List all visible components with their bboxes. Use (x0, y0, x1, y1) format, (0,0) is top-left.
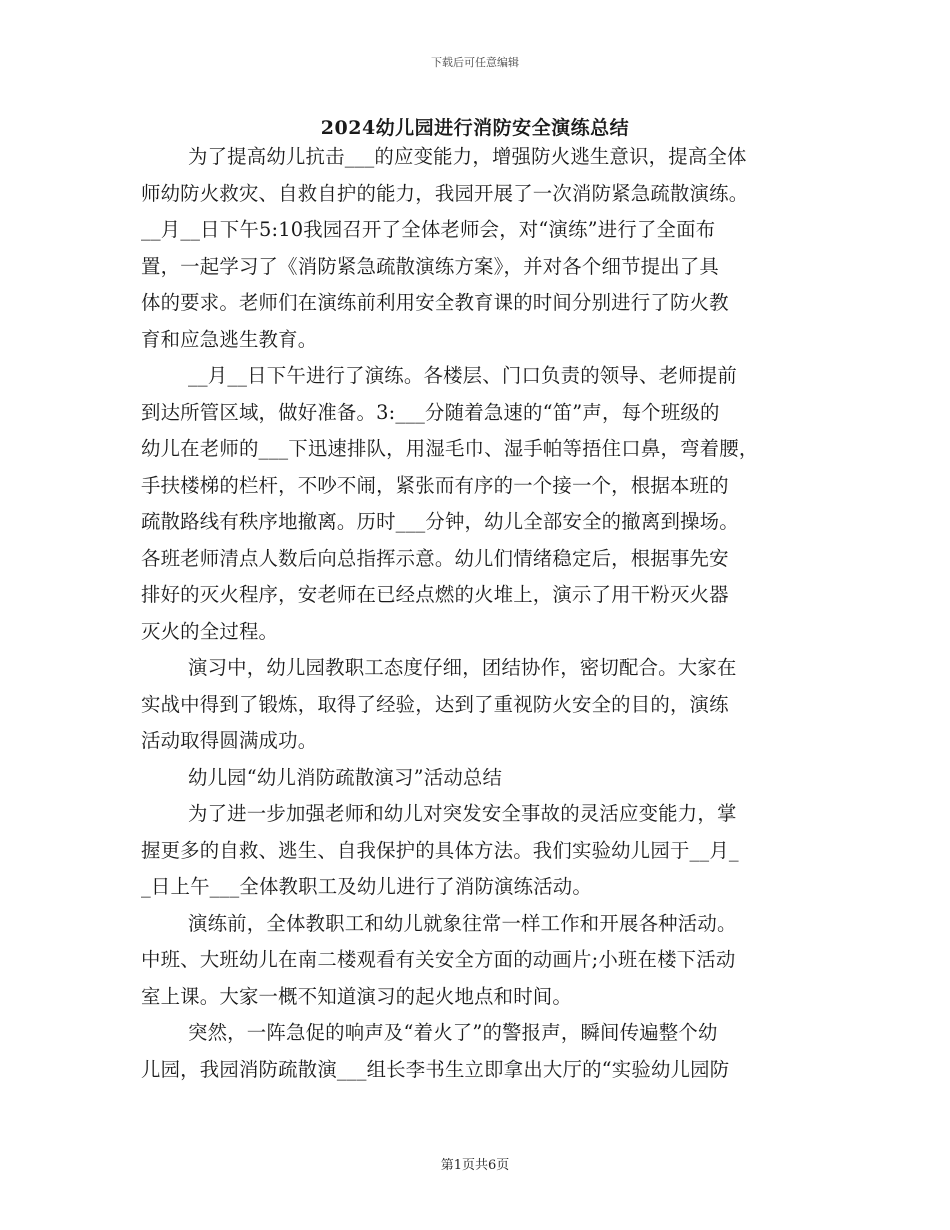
body-line: 演练前，全体教职工和幼儿就象往常一样工作和开展各种活动。 (188, 911, 737, 935)
body-line: 为了提高幼儿抗击___的应变能力，增强防火逃生意识，提高全体 (188, 145, 747, 168)
document-title: 2024幼儿园进行消防安全演练总结 (320, 117, 630, 139)
body-line: 室上课。大家一概不知道演习的起火地点和时间。 (141, 984, 572, 1008)
body-line: 育和应急逃生教育。 (141, 327, 318, 351)
body-line: __月__日下午5:10我园召开了全体老师会，对“演练”进行了全面布 (141, 218, 716, 241)
body-line: 演习中，幼儿园教职工态度仔细，团结协作，密切配合。大家在 (188, 656, 737, 679)
body-line: 中班、大班幼儿在南二楼观看有关安全方面的动画片;小班在楼下活动 (141, 948, 736, 971)
body-line: 活动取得圆满成功。 (141, 729, 318, 752)
body-line: 到达所管区域，做好准备。3:___分随着急速的“笛”声，每个班级的 (141, 400, 720, 424)
body-line: _日上午___全体教职工及幼儿进行了消防演练活动。 (141, 875, 592, 898)
body-line: 儿园，我园消防疏散演___组长李书生立即拿出大厅的“实验幼儿园防 (141, 1057, 730, 1081)
body-line: 体的要求。老师们在演练前利用安全教育课的时间分别进行了防火教 (141, 291, 729, 314)
body-line: 为了进一步加强老师和幼儿对突发安全事故的灵活应变能力，掌 (188, 802, 737, 825)
page-footer: 第1页共6页 (440, 1158, 510, 1173)
body-line: __月__日下午进行了演练。各楼层、门口负责的领导、老师提前 (188, 364, 737, 387)
section-subtitle: 幼儿园“幼儿消防疏散演习”活动总结 (188, 765, 503, 789)
body-line: 师幼防火救灾、自救自护的能力，我园开展了一次消防紧急疏散演练。 (141, 181, 749, 205)
body-line: 幼儿在老师的___下迅速排队，用湿毛巾、湿手帕等捂住口鼻，弯着腰， (141, 437, 759, 460)
body-line: 实战中得到了锻炼，取得了经验，达到了重视防火安全的目的，演练 (141, 692, 729, 716)
header-note: 下载后可任意编辑 (431, 56, 519, 69)
body-line: 灭火的全过程。 (141, 619, 279, 643)
body-line: 握更多的自救、逃生、自我保护的具体方法。我们实验幼儿园于__月_ (141, 838, 739, 862)
body-line: 置，一起学习了《消防紧急疏散演练方案》，并对各个细节提出了具 (141, 254, 720, 278)
body-line: 疏散路线有秩序地撤离。历时___分钟，幼儿全部安全的撤离到操场。 (141, 510, 739, 533)
body-line: 各班老师清点人数后向总指挥示意。幼儿们情绪稳定后，根据事先安 (141, 546, 729, 570)
body-line: 突然，一阵急促的响声及“着火了”的警报声，瞬间传遍整个幼 (188, 1021, 718, 1044)
body-line: 手扶楼梯的栏杆，不吵不闹，紧张而有序的一个接一个，根据本班的 (141, 473, 729, 497)
body-line: 排好的灭火程序，安老师在已经点燃的火堆上，演示了用干粉灭火器 (141, 583, 729, 606)
